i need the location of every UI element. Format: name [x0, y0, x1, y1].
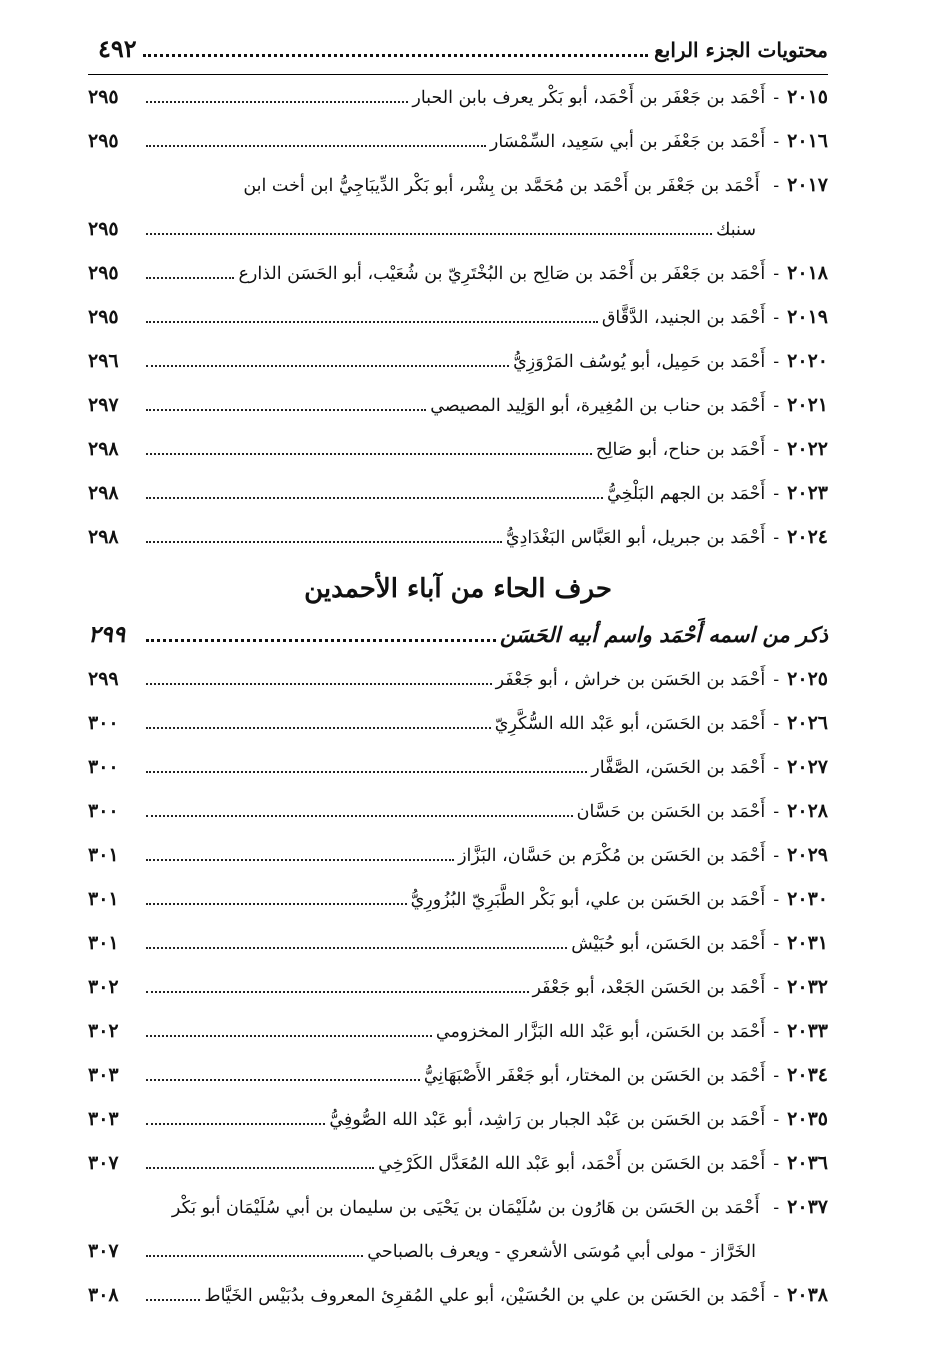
entry-title: أَحْمَد بن الحَسَن بن علي بن الحُسَيْن، أبو علي المُقرِئ المعروف بدُبَيْس الخَيَّاط: [204, 1286, 766, 1306]
entry-number: ٢٠٣٤: [787, 1064, 828, 1086]
leader-dots: [146, 683, 492, 685]
entry-title-continued: سنبك: [716, 220, 756, 240]
toc-entry[interactable]: ٢٠١٧- أَحْمَد بن جَعْفَر بن أَحْمَد بن مُحَمَّد بن بِشْر، أبو بَكْر الدِّيبَاجِيُّ ابن أخت ابن سنبك ٢٩٥: [88, 163, 828, 251]
page: [88, 34, 828, 1317]
entry-title: أَحْمَد بن الحَسَن بن مُكْرَم بن حَسَّان، البَزَّاز: [458, 846, 766, 866]
entry-number: ٢٠٣٦: [787, 1152, 828, 1174]
entry-page: ٢٩٥: [88, 218, 119, 240]
entry-title: أَحْمَد بن الحَسَن الجَعْد، أبو جَعْفَر: [532, 978, 766, 998]
toc-entry[interactable]: ٢٠٢٣ - أَحْمَد بن الجهم البَلْخِيُّ ٢٩٨: [88, 471, 828, 515]
entry-title: أَحْمَد بن جَعْفَر بن أبي سَعِيد، السِّمْسَار: [489, 132, 766, 152]
toc-entry[interactable]: ٢٠٢١ - أَحْمَد بن حناب بن المُغِيرة، أبو الوَلِيد المصيصي ٢٩٧: [88, 383, 828, 427]
leader-dots: [146, 1035, 432, 1037]
entry-number: ٢٠١٩: [787, 306, 828, 328]
entry-page: ٢٩٨: [88, 526, 119, 548]
toc-entry[interactable]: ٢٠٣٣ - أَحْمَد بن الحَسَن، أبو عَبْد الله البَزَّار المخزومي ٣٠٢: [88, 1009, 828, 1053]
section-title: حرف الحاء من آباء الأحمدين: [304, 574, 612, 604]
toc-entry[interactable]: ٢٠٢٨ - أَحْمَد بن الحَسَن بن حَسَّان ٣٠٠: [88, 789, 828, 833]
entry-number: ٢٠٢٤: [787, 526, 828, 548]
entry-page: ٣٠٠: [88, 800, 119, 822]
leader-dots: [146, 727, 491, 729]
entry-title: أَحْمَد بن الحَسَن، الصَّفَّار: [591, 758, 766, 778]
leader-dots: [146, 815, 573, 817]
toc-entry[interactable]: ٢٠١٦ - أَحْمَد بن جَعْفَر بن أبي سَعِيد، السِّمْسَار ٢٩٥: [88, 119, 828, 163]
subsection-title: ذكر من اسمه أَحْمَد واسم أبيه الحَسَن: [499, 622, 828, 647]
toc-entry[interactable]: ٢٠٣٥ - أَحْمَد بن الحَسَن بن عَبْد الجبار بن رَاشِد، أبو عَبْد الله الصُّوفِيُّ ٣٠٣: [88, 1097, 828, 1141]
entry-number: ٢٠٣٠: [787, 888, 828, 910]
entry-number: ٢٠٢٨: [787, 800, 828, 822]
entry-title: أَحْمَد بن الحَسَن بن علي، أبو بَكْر الطَّبَرِيّ البُزُورِيُّ: [410, 890, 766, 910]
toc-entry[interactable]: ٢٠٢٢ - أَحْمَد بن حناح، أبو صَالِح ٢٩٨: [88, 427, 828, 471]
entry-page: ٢٩٥: [88, 306, 119, 328]
toc-entry[interactable]: ٢٠٣٢ - أَحْمَد بن الحَسَن الجَعْد، أبو جَعْفَر ٣٠٢: [88, 965, 828, 1009]
header-title: محتويات الجزء الرابع: [654, 38, 828, 62]
leader-dots: [146, 277, 234, 279]
toc-entry[interactable]: ٢٠١٨ - أَحْمَد بن جَعْفَر بن أَحْمَد بن صَالِح بن البُخْتَرِيّ بن شُعَيْب، أبو الحَسَن الذارع ٢٩٥: [88, 251, 828, 295]
leader-dots: [146, 453, 592, 455]
entry-title: أَحْمَد بن جبريل، أبو العَبَّاس البَغْدَادِيُّ: [505, 528, 766, 548]
leader-dots: [146, 145, 486, 147]
leader-dots: [146, 903, 407, 905]
entry-title: أَحْمَد بن الحَسَن، أبو عَبْد الله السُّكَّرِيّ: [494, 714, 766, 734]
leader-dots: [146, 1079, 420, 1081]
toc-entry[interactable]: ٢٠٣٦ - أَحْمَد بن الحَسَن بن أَحْمَد، أبو عَبْد الله المُعَدَّل الكَرْخِي ٣٠٧: [88, 1141, 828, 1185]
toc-entry[interactable]: ٢٠٢٩ - أَحْمَد بن الحَسَن بن مُكْرَم بن حَسَّان، البَزَّاز ٣٠١: [88, 833, 828, 877]
entry-page: ٣٠٧: [88, 1152, 119, 1174]
leader-dots: [146, 1299, 200, 1301]
toc-entry[interactable]: ٢٠١٥ - أَحْمَد بن جَعْفَر بن أَحْمَد، أبو بَكْر يعرف بابن الحبار ٢٩٥: [88, 75, 828, 119]
entry-title-continued: الخَرَّاز - مولى أبي مُوسَى الأشعري - ويعرف بالصباحي: [367, 1242, 756, 1262]
leader-dots: [146, 541, 502, 543]
toc-entry[interactable]: ٢٠٢٠ - أَحْمَد بن حَمِيل، أبو يُوسُف المَرْوَزِيُّ ٢٩٦: [88, 339, 828, 383]
entry-number: ٢٠٣٢: [787, 976, 828, 998]
leader-dots: [146, 1123, 325, 1125]
entry-title: أَحْمَد بن الحَسَن بن خراش ، أبو جَعْفَر: [495, 670, 766, 690]
header-leader-dots: [143, 54, 648, 57]
entry-title: أَحْمَد بن جَعْفَر بن أَحْمَد بن صَالِح بن البُخْتَرِيّ بن شُعَيْب، أبو الحَسَن الذارع: [238, 264, 766, 284]
leader-dots: [146, 771, 587, 773]
entry-number: ٢٠٣٧: [787, 1196, 828, 1218]
entry-number: ٢٠١٥: [787, 86, 828, 108]
entry-title: أَحْمَد بن الحَسَن بن هَارُون بن سُلَيْمَان بن يَحْيَى بن سليمان بن أبي سُلَيْمَان أبو بَكْر: [171, 1198, 760, 1218]
toc-entry[interactable]: ٢٠١٩ - أَحْمَد بن الجنيد، الدَّقَّاق ٢٩٥: [88, 295, 828, 339]
toc-entry[interactable]: ٢٠٢٦ - أَحْمَد بن الحَسَن، أبو عَبْد الله السُّكَّرِيّ ٣٠٠: [88, 701, 828, 745]
entry-page: ٣٠١: [88, 888, 119, 910]
leader-dots: [146, 1167, 374, 1169]
entry-title: أَحْمَد بن الحَسَن بن حَسَّان: [576, 802, 766, 822]
leader-dots: [146, 991, 529, 993]
leader-dots: [146, 497, 603, 499]
leader-dots: [146, 321, 598, 323]
subsection-heading[interactable]: [88, 613, 828, 657]
entry-title: أَحْمَد بن الجنيد، الدَّقَّاق: [601, 308, 766, 328]
entry-page: ٢٩٨: [88, 438, 119, 460]
toc-entry[interactable]: ٢٠٣٨ - أَحْمَد بن الحَسَن بن علي بن الحُسَيْن، أبو علي المُقرِئ المعروف بدُبَيْس الخَيَّاط ٣٠٨: [88, 1273, 828, 1317]
leader-dots: [146, 233, 712, 235]
header-page-number: ٤٩٢: [98, 34, 137, 63]
subsection-page: ٢٩٩: [88, 621, 126, 648]
entry-page: ٣٠٠: [88, 756, 119, 778]
toc-entry[interactable]: ٢٠٢٤ - أَحْمَد بن جبريل، أبو العَبَّاس البَغْدَادِيُّ ٢٩٨: [88, 515, 828, 559]
entry-number: ٢٠٢١: [787, 394, 828, 416]
running-header: [88, 34, 828, 75]
entry-page: ٢٩٥: [88, 130, 119, 152]
entry-number: ٢٠٢٢: [787, 438, 828, 460]
entry-number: ٢٠٢٩: [787, 844, 828, 866]
entry-number: ٢٠٢٠: [787, 350, 828, 372]
entry-number: ٢٠٣٣: [787, 1020, 828, 1042]
entry-page: ٢٩٥: [88, 262, 119, 284]
toc-entry[interactable]: ٢٠٣٧- أَحْمَد بن الحَسَن بن هَارُون بن سُلَيْمَان بن يَحْيَى بن سليمان بن أبي سُلَيْمَان أبو بَكْر الخَرَّاز - مولى أبي مُوسَى الأشعري - ويعرف بالصباحي ٣٠٧: [88, 1185, 828, 1273]
leader-dots: [146, 101, 408, 103]
entry-page: ٣٠١: [88, 932, 119, 954]
leader-dots: [146, 409, 426, 411]
entry-page: ٢٩٨: [88, 482, 119, 504]
entry-title: أَحْمَد بن حناح، أبو صَالِح: [595, 440, 766, 460]
entry-page: ٣٠٢: [88, 1020, 119, 1042]
entry-page: ٣٠٧: [88, 1240, 119, 1262]
leader-dots: [146, 859, 454, 861]
entry-title: أَحْمَد بن حَمِيل، أبو يُوسُف المَرْوَزِيُّ: [513, 352, 766, 372]
toc-entry[interactable]: ٢٠٢٧ - أَحْمَد بن الحَسَن، الصَّفَّار ٣٠٠: [88, 745, 828, 789]
leader-dots: [146, 1255, 363, 1257]
entry-title: أَحْمَد بن الجهم البَلْخِيُّ: [607, 484, 766, 504]
entry-title: أَحْمَد بن الحَسَن بن أَحْمَد، أبو عَبْد الله المُعَدَّل الكَرْخِي: [378, 1154, 766, 1174]
toc-entry[interactable]: ٢٠٣٠ - أَحْمَد بن الحَسَن بن علي، أبو بَكْر الطَّبَرِيّ البُزُورِيُّ ٣٠١: [88, 877, 828, 921]
toc-entry[interactable]: ٢٠٣١ - أَحْمَد بن الحَسَن، أبو حُبَيْش ٣٠١: [88, 921, 828, 965]
leader-dots: [146, 947, 567, 949]
entry-title: أَحْمَد بن الحَسَن بن عَبْد الجبار بن رَاشِد، أبو عَبْد الله الصُّوفِيُّ: [329, 1110, 766, 1130]
entry-number: ٢٠٣٥: [787, 1108, 828, 1130]
entry-page: ٢٩٧: [88, 394, 119, 416]
entry-title: أَحْمَد بن جَعْفَر بن أَحْمَد، أبو بَكْر يعرف بابن الحبار: [412, 88, 766, 108]
entry-title: أَحْمَد بن حناب بن المُغِيرة، أبو الوَلِيد المصيصي: [430, 396, 766, 416]
entry-page: ٢٩٦: [88, 350, 119, 372]
entry-number: ٢٠١٧: [787, 174, 828, 196]
entry-page: ٣٠٨: [88, 1284, 119, 1306]
entry-title: أَحْمَد بن الحَسَن، أبو عَبْد الله البَزَّار المخزومي: [435, 1022, 766, 1042]
leader-dots: [146, 365, 509, 367]
entry-page: ٣٠٣: [88, 1108, 119, 1130]
entry-number: ٢٠١٨: [787, 262, 828, 284]
entry-number: ٢٠٢٥: [787, 668, 828, 690]
entry-page: ٣٠٣: [88, 1064, 119, 1086]
entry-number: ٢٠٣٨: [787, 1284, 828, 1306]
entry-title: أَحْمَد بن الحَسَن بن المختار، أبو جَعْفَر الأَصْبَهَانِيُّ: [423, 1066, 766, 1086]
entry-page: ٢٩٥: [88, 86, 119, 108]
toc-entry[interactable]: ٢٠٢٥ - أَحْمَد بن الحَسَن بن خراش ، أبو جَعْفَر ٢٩٩: [88, 657, 828, 701]
entry-page: ٣٠٠: [88, 712, 119, 734]
leader-dots: [146, 639, 496, 642]
entry-title: أَحْمَد بن جَعْفَر بن أَحْمَد بن مُحَمَّد بن بِشْر، أبو بَكْر الدِّيبَاجِيُّ ابن أخت ابن: [243, 176, 760, 196]
entry-page: ٣٠١: [88, 844, 119, 866]
entry-page: ٣٠٢: [88, 976, 119, 998]
entry-title: أَحْمَد بن الحَسَن، أبو حُبَيْش: [571, 934, 766, 954]
entry-number: ٢٠٢٦: [787, 712, 828, 734]
entry-number: ٢٠٢٧: [787, 756, 828, 778]
entry-number: ٢٠١٦: [787, 130, 828, 152]
toc-entry[interactable]: ٢٠٣٤ - أَحْمَد بن الحَسَن بن المختار، أبو جَعْفَر الأَصْبَهَانِيُّ ٣٠٣: [88, 1053, 828, 1097]
entry-page: ٢٩٩: [88, 668, 119, 690]
entry-number: ٢٠٣١: [787, 932, 828, 954]
entry-number: ٢٠٢٣: [787, 482, 828, 504]
